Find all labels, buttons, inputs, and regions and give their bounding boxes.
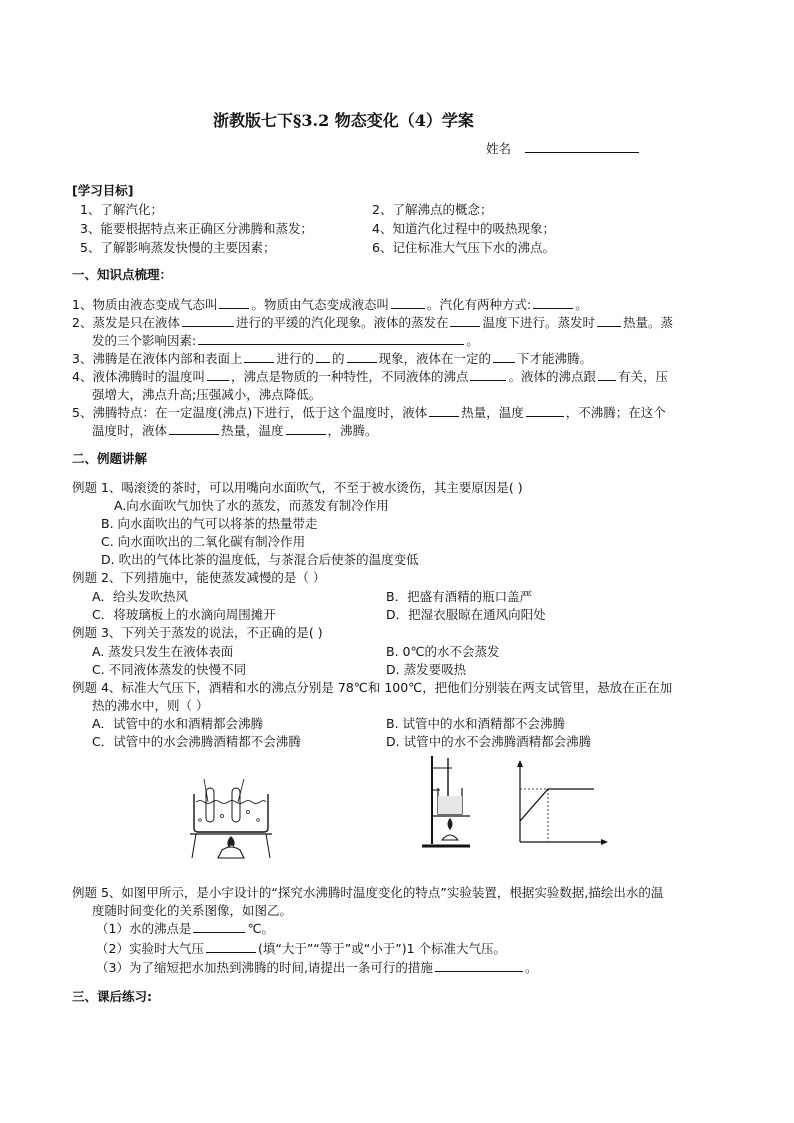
temperature-graph — [494, 758, 612, 850]
example-2-question: 例题 2、下列措施中，能使蒸发减慢的是（ ） — [72, 570, 326, 585]
temperature-curve — [520, 789, 594, 821]
section2-header: 二、例题讲解 — [72, 451, 148, 466]
knowledge-item-3: 3、沸腾是在液体内部和表面上 进行的 的 现象，液体在一定的 下才能沸腾。 — [72, 351, 593, 366]
example-2-option: D．把湿衣服晾在通风向阳处 — [386, 607, 546, 622]
figure-example-4 — [186, 762, 276, 862]
example-1-option: B. 向水面吹出的气可以将茶的热量带走 — [101, 516, 318, 531]
example-5-sub-3: （3）为了缩短把水加热到沸腾的时间,请提出一条可行的措施 。 — [96, 960, 538, 975]
example-4-question-cont: 热的沸水中，则（ ） — [92, 698, 209, 713]
goal-item: 6、记住标准大气压下水的沸点。 — [372, 240, 555, 255]
section3-header: 三、课后练习: — [72, 989, 152, 1004]
example-3-option: C. 不同液体蒸发的快慢不同 — [92, 662, 247, 677]
knowledge-item-2-cont: 发的三个影响因素: 。 — [92, 333, 479, 348]
name-field — [486, 140, 641, 158]
knowledge-item-4-cont: 强增大，沸点升高;压强减小，沸点降低。 — [92, 387, 322, 402]
example-1-question: 例题 1、喝滚烫的茶时，可以用嘴向水面吹气，不至于被水烫伤，其主要原因是( ) — [72, 480, 523, 495]
example-4-option: C．试管中的水会沸腾酒精都不会沸腾 — [92, 734, 301, 749]
figure-example-5-graph — [494, 758, 612, 850]
example-5-question-cont: 度随时间变化的关系图像，如图乙。 — [92, 903, 293, 918]
goals-header: [学习目标] — [72, 183, 134, 198]
name-blank — [525, 140, 639, 153]
beaker-illustration — [186, 762, 276, 862]
goal-item: 4、知道汽化过程中的吸热现象； — [372, 221, 555, 236]
section1-header: 一、知识点梳理： — [72, 267, 173, 282]
example-2-option: B．把盛有酒精的瓶口盖严 — [386, 589, 533, 604]
example-3-option: D. 蒸发要吸热 — [386, 662, 467, 677]
example-1-option: A.向水面吹气加快了水的蒸发，而蒸发有制冷作用 — [114, 498, 389, 513]
knowledge-item-1: 1、物质由液态变成气态叫 。物质由气态变成液态叫 。汽化有两种方式: 。 — [72, 297, 588, 312]
page-title: 浙教版七下§3.2 物态变化（4）学案 — [213, 111, 474, 130]
example-4-question: 例题 4、标准大气压下，酒精和水的沸点分别是 78℃和 100℃，把他们分别装在两支试管里，悬放在正在加 — [72, 680, 673, 695]
example-1-option: D. 吹出的气体比茶的温度低，与茶混合后使茶的温度变低 — [101, 552, 419, 567]
example-5-question: 例题 5、如图甲所示，是小宇设计的“探究水沸腾时温度变化的特点”实验装置，根据实验数据,描绘出水的温 — [72, 885, 664, 900]
example-4-option: A．试管中的水和酒精都会沸腾 — [92, 716, 264, 731]
knowledge-item-5: 5、沸腾特点：在一定温度(沸点)下进行，低于这个温度时，液体 热量，温度 ，不沸腾；在这个 — [72, 405, 666, 420]
example-3-option: B. 0℃的水不会蒸发 — [386, 644, 500, 659]
example-4-option: D. 试管中的水不会沸腾酒精都会沸腾 — [386, 734, 592, 749]
figure-example-5-apparatus — [418, 750, 476, 850]
example-4-option: B. 试管中的水和酒精都不会沸腾 — [386, 716, 566, 731]
goal-item: 5、了解影响蒸发快慢的主要因素； — [80, 240, 276, 255]
knowledge-item-4: 4、液体沸腾时的温度叫 ，沸点是物质的一种特性，不同液体的沸点 。液体的沸点跟 有关，压 — [72, 369, 669, 384]
example-5-sub-2: （2）实验时大气压 (填“大于”“等于”或“小于”)1 个标准大气压。 — [96, 941, 507, 956]
knowledge-item-2: 2、蒸发是只在液体 进行的平缓的汽化现象。液体的蒸发在 温度下进行。蒸发时 热量。蒸 — [72, 315, 674, 330]
knowledge-item-5-cont: 温度时，液体 热量，温度 ，沸腾。 — [92, 423, 378, 438]
example-1-option: C. 向水面吹出的二氧化碳有制冷作用 — [101, 534, 306, 549]
example-3-question: 例题 3、下列关于蒸发的说法，不正确的是( ) — [72, 625, 323, 640]
goal-item: 2、了解沸点的概念； — [372, 202, 493, 217]
goal-item: 3、能要根据特点来正确区分沸腾和蒸发； — [80, 221, 313, 236]
name-label: 姓名 — [486, 141, 512, 156]
example-2-option: C．将玻璃板上的水滴向周围摊开 — [92, 607, 276, 622]
example-3-option: A. 蒸发只发生在液体表面 — [92, 644, 234, 659]
apparatus-illustration — [418, 750, 476, 850]
example-2-option: A．给头发吹热风 — [92, 589, 189, 604]
goal-item: 1、了解汽化； — [80, 202, 163, 217]
example-5-sub-1: （1）水的沸点是 ℃。 — [96, 921, 275, 936]
